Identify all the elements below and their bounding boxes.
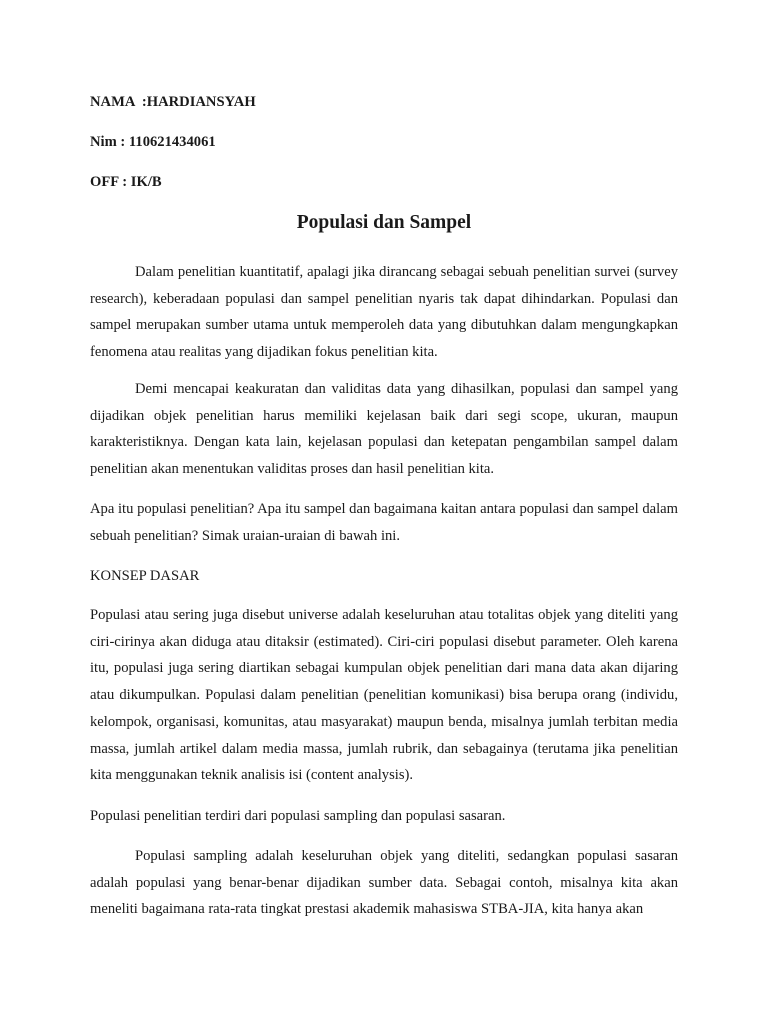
paragraph-validity: Demi mencapai keakuratan dan validitas data yang dihasilkan, populasi dan sampel yang dijadikan objek penelitian harus memiliki kejelasan baik dari segi scope, ukuran, maupun karakteristiknya. Dengan kata lain, kejelasan populasi dan ketepatan pengambilan sampel dalam penelitian akan menentukan validitas proses dan hasil penelitian kita.	[90, 381, 678, 478]
paragraph-sampling: Populasi sampling adalah keseluruhan objek yang diteliti, sedangkan populasi sasaran adalah populasi yang benar-benar dijadikan sumber data. Sebagai contoh, misalnya kita akan meneliti bagaimana rata-rata tingkat prestasi akademik mahasiswa STBA-JIA, kita hanya akan	[90, 848, 678, 918]
paragraph-questions: Apa itu populasi penelitian? Apa itu sampel dan bagaimana kaitan antara populasi dan sampel dalam sebuah penelitian? Simak uraian-uraian di bawah ini.	[90, 501, 678, 544]
paragraph-population-types: Populasi penelitian terdiri dari populasi sampling dan populasi sasaran.	[90, 808, 506, 824]
document-title: Populasi dan Sampel	[296, 212, 472, 233]
section-heading-konsep-dasar: KONSEP DASAR	[90, 568, 200, 584]
header-nim: Nim : 110621434061	[90, 134, 216, 150]
paragraph-definition: Populasi atau sering juga disebut universe adalah keseluruhan atau totalitas objek yang diteliti yang ciri-cirinya akan diduga atau ditaksir (estimated). Ciri-ciri populasi disebut parameter. Oleh karena itu, populasi juga sering diartikan sebagai kumpulan objek penelitian dari mana data akan dijaring atau dikumpulkan. Populasi dalam penelitian (penelitian komunikasi) bisa berupa orang (individu, kelompok, organisasi, komunitas, atau masyarakat) maupun benda, misalnya jumlah terbitan media massa, jumlah artikel dalam media massa, jumlah rubrik, dan sebagainya (terutama jika penelitian kita menggunakan teknik analisis isi (content analysis).	[90, 607, 678, 784]
header-nama: NAMA :HARDIANSYAH	[90, 94, 256, 110]
paragraph-intro: Dalam penelitian kuantitatif, apalagi jika dirancang sebagai sebuah penelitian survei (survey research), keberadaan populasi dan sampel penelitian nyaris tak dapat dihindarkan. Populasi dan sampel merupakan sumber utama untuk memperoleh data yang dibutuhkan dalam mengungkapkan fenomena atau realitas yang dijadikan fokus penelitian kita.	[90, 264, 678, 361]
header-off: OFF : IK/B	[90, 174, 162, 190]
